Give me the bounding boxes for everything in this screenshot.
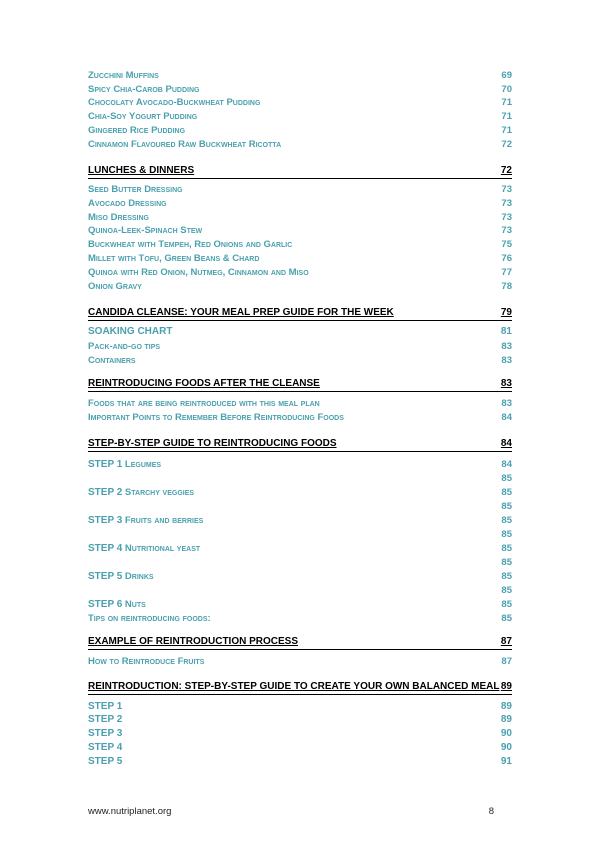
toc-entry[interactable] [88,239,512,251]
toc-heading-title: REINTRODUCING FOODS AFTER THE CLEANSE [88,378,320,389]
toc-entry[interactable] [88,529,512,541]
toc-entry-title: Foods that are being reintroduced with this meal plan [88,398,320,409]
toc-heading-page: 87 [500,636,512,647]
toc-heading[interactable] [88,378,512,392]
toc-entry-title: STEP 3 [88,728,123,739]
toc-entry-title: Quinoa with Red Onion, Nutmeg, Cinnamon and Miso [88,267,309,278]
toc-entry-page: 85 [501,599,512,610]
toc-entry[interactable] [88,571,512,583]
footer-page-number: 8 [488,806,494,817]
toc-entry-lead: STEP 4 [88,543,123,554]
toc-entry-lead: STEP 5 [88,571,123,582]
toc-entry[interactable] [88,267,512,279]
toc-entry[interactable] [88,97,512,109]
toc-entry-page: 85 [501,487,512,498]
toc-entry-page: 90 [500,728,512,739]
toc-entry[interactable] [88,585,512,597]
toc-entry[interactable] [88,70,512,82]
toc-entry-title: Pack-and-go tips [88,341,161,352]
toc-entry-page: 73 [501,212,512,223]
toc-heading[interactable] [88,438,512,452]
toc-heading-title: REINTRODUCTION: STEP-BY-STEP GUIDE TO CREATE YOUR OWN BALANCED MEAL [88,681,500,692]
toc-entry[interactable] [88,599,512,611]
toc-entry-title: How to Reintroduce Fruits [88,656,205,667]
toc-entry[interactable] [88,253,512,265]
toc-entry-page: 83 [501,355,512,366]
toc-entry-page: 83 [501,398,512,409]
toc-entry-page: 85 [501,557,512,568]
toc-entry-page: 76 [501,253,512,264]
toc-heading-page: 79 [500,307,512,318]
toc-entry-page: 71 [501,125,512,136]
toc-entry-page: 85 [501,501,512,512]
toc-entry-page: 70 [501,84,512,95]
toc-entry-title: Buckwheat with Tempeh, Red Onions and Garlic [88,239,293,250]
toc-entry-page: 71 [501,97,512,108]
toc-entry[interactable] [88,281,512,293]
toc-entry-title: Spicy Chia-Carob Pudding [88,84,200,95]
toc-heading[interactable] [88,307,512,321]
toc-entry[interactable] [88,326,512,338]
toc-entry[interactable] [88,656,512,668]
toc-entry[interactable] [88,487,512,499]
toc-entry[interactable] [88,714,512,726]
toc-entry-page: 73 [501,225,512,236]
toc-entry[interactable] [88,501,512,513]
toc-entry-page: 91 [500,756,512,767]
toc-entry[interactable] [88,543,512,555]
toc-entry-title: Chocolaty Avocado-Buckwheat Pudding [88,97,261,108]
toc-entry[interactable] [88,225,512,237]
toc-entry-title: STEP 4 [88,742,123,753]
toc-entry-page: 83 [501,341,512,352]
toc-entry-title: STEP 5 [88,756,123,767]
toc-entry[interactable] [88,111,512,123]
toc-entry[interactable] [88,557,512,569]
toc-entry-title: Onion Gravy [88,281,142,292]
toc-entry-page: 89 [500,714,512,725]
toc-entry-title: Legumes [124,459,162,470]
toc-entry-page: 72 [501,139,512,150]
toc-heading-title: EXAMPLE OF REINTRODUCTION PROCESS [88,636,299,647]
toc-entry-page: 90 [500,742,512,753]
toc-entry[interactable] [88,701,512,713]
toc-entry-title: STEP 2 [88,714,123,725]
toc-entry[interactable] [88,355,512,367]
toc-entry[interactable] [88,742,512,754]
toc-entry-page: 71 [501,111,512,122]
toc-heading-title: STEP-BY-STEP GUIDE TO REINTRODUCING FOODS [88,438,337,449]
toc-heading-page: 72 [500,165,512,176]
toc-entry[interactable] [88,515,512,527]
toc-entry-title: Zucchini Muffins [88,70,159,81]
toc-entry-title: Starchy veggies [124,487,195,498]
toc-entry-page: 85 [501,585,512,596]
toc-entry-title: Gingered Rice Pudding [88,125,186,136]
toc-heading-title: CANDIDA CLEANSE: YOUR MEAL PREP GUIDE FOR THE WEEK [88,307,394,318]
toc-entry-title: Containers [88,355,136,366]
toc-entry-title: Millet with Tofu, Green Beans & Chard [88,253,260,264]
toc-entry-title: Chia-Soy Yogurt Pudding [88,111,198,122]
toc-heading[interactable] [88,636,512,650]
toc-entry[interactable] [88,198,512,210]
toc-heading[interactable] [88,681,512,695]
toc-entry[interactable] [88,184,512,196]
toc-entry-lead: STEP 1 [88,459,123,470]
toc-heading-page: 84 [500,438,512,449]
toc-entry[interactable] [88,728,512,740]
page-footer [88,806,494,817]
toc-entry[interactable] [88,459,512,471]
toc-heading-page: 83 [500,378,512,389]
toc-entry-lead: STEP 3 [88,515,123,526]
toc-entry-page: 85 [501,613,512,624]
toc-entry-page: 78 [501,281,512,292]
toc-entry[interactable] [88,125,512,137]
toc-entry-page: 69 [501,70,512,81]
toc-entry-title: Cinnamon Flavoured Raw Buckwheat Ricotta [88,139,282,150]
toc-entry[interactable] [88,398,512,410]
toc-entry-title: Drinks [124,571,154,582]
toc-entry[interactable] [88,756,512,768]
toc-entry[interactable] [88,341,512,353]
toc-entry-page: 84 [501,459,512,470]
toc-entry-page: 73 [501,198,512,209]
toc-heading-page: 89 [500,681,512,692]
toc-entry-page: 87 [501,656,512,667]
toc-entry[interactable] [88,139,512,151]
toc-entry-title: Tips on reintroducing foods: [88,613,211,624]
toc-entry-page: 85 [501,515,512,526]
toc-entry-page: 75 [501,239,512,250]
toc-entry[interactable] [88,473,512,485]
toc-entry-page: 81 [500,326,512,337]
toc-entry-page: 73 [501,184,512,195]
toc-entry-page: 85 [501,473,512,484]
toc-entry[interactable] [88,613,512,625]
toc-entry-page: 84 [501,412,512,423]
toc-entry[interactable] [88,212,512,224]
toc-entry-page: 85 [501,571,512,582]
toc-entry[interactable] [88,84,512,96]
toc-entry-lead: STEP 6 [88,599,123,610]
toc-entry-title: Quinoa-Leek-Spinach Stew [88,225,203,236]
footer-website: www.nutriplanet.org [88,806,172,817]
toc-entry-page: 77 [501,267,512,278]
toc-entry-title: Avocado Dressing [88,198,167,209]
toc-entry-title: SOAKING CHART [88,326,173,337]
toc-entry-page: 85 [501,543,512,554]
toc-heading[interactable] [88,165,512,179]
toc-entry-title: Fruits and berries [124,515,204,526]
toc-entry-title: STEP 1 [88,701,123,712]
toc-entry-title: Miso Dressing [88,212,149,223]
toc-entry-page: 89 [500,701,512,712]
toc-entry-title: Nutritional yeast [124,543,201,554]
toc-entry-title: Nuts [124,599,146,610]
toc-entry[interactable] [88,412,512,424]
toc-entry-title: Seed Butter Dressing [88,184,183,195]
toc-heading-title: LUNCHES & DINNERS [88,165,195,176]
toc-entry-page: 85 [501,529,512,540]
toc-entry-title: Important Points to Remember Before Reintroducing Foods [88,412,344,423]
toc-entry-lead: STEP 2 [88,487,123,498]
